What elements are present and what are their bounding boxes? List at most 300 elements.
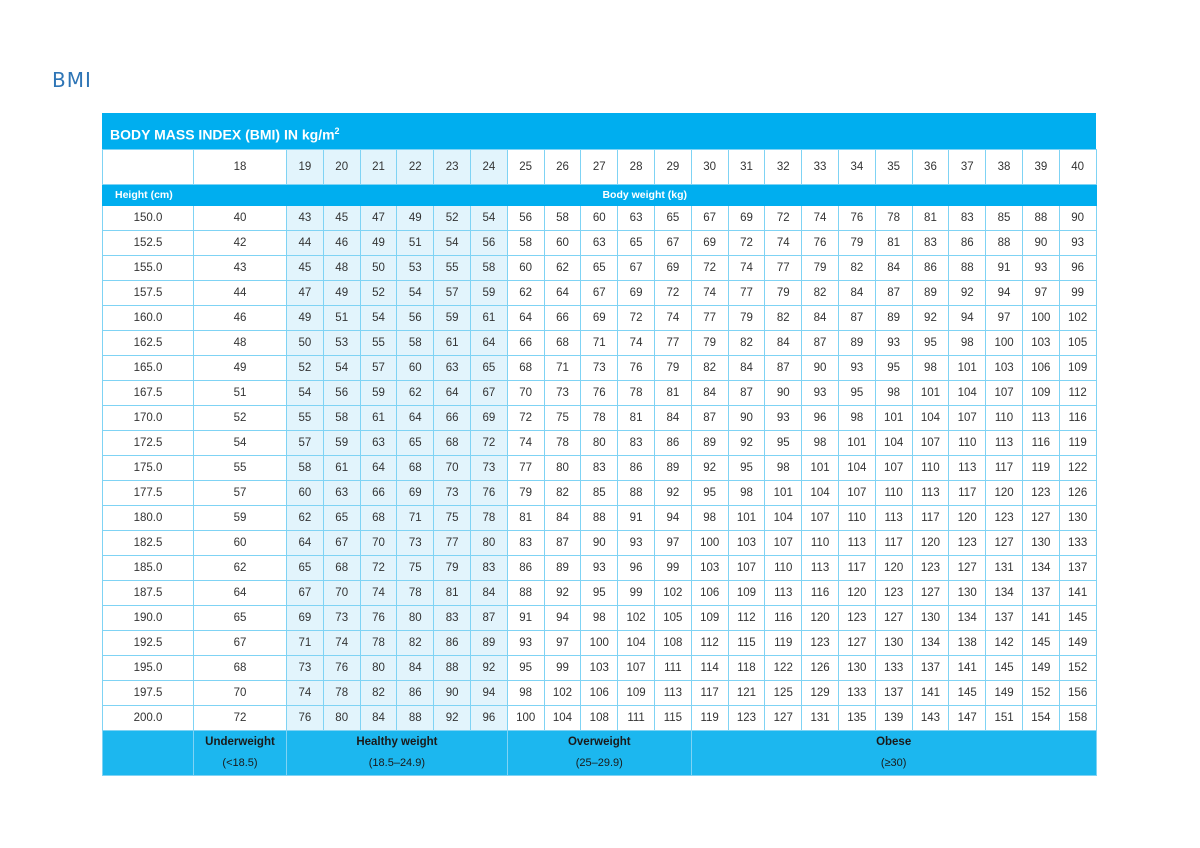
weight-cell: 65 bbox=[194, 606, 287, 631]
weight-cell: 80 bbox=[470, 531, 507, 556]
weight-cell: 67 bbox=[470, 381, 507, 406]
weight-cell: 56 bbox=[397, 306, 434, 331]
weight-cell: 60 bbox=[544, 231, 581, 256]
weight-cell: 92 bbox=[544, 581, 581, 606]
weight-cell: 80 bbox=[397, 606, 434, 631]
weight-cell: 83 bbox=[581, 456, 618, 481]
weight-cell: 69 bbox=[691, 231, 728, 256]
height-cell: 190.0 bbox=[103, 606, 194, 631]
weight-cell: 127 bbox=[1022, 506, 1059, 531]
weight-cell: 110 bbox=[949, 431, 986, 456]
table-row bbox=[103, 606, 1097, 631]
weight-cell: 58 bbox=[544, 206, 581, 231]
weight-cell: 88 bbox=[986, 231, 1023, 256]
weight-cell: 73 bbox=[470, 456, 507, 481]
footer-blank-cell bbox=[103, 731, 194, 776]
weight-cell: 49 bbox=[194, 356, 287, 381]
weight-cell: 110 bbox=[838, 506, 875, 531]
weight-cell: 108 bbox=[654, 631, 691, 656]
weight-cell: 48 bbox=[194, 331, 287, 356]
weight-cell: 98 bbox=[802, 431, 839, 456]
weight-cell: 82 bbox=[691, 356, 728, 381]
weight-cell: 103 bbox=[986, 356, 1023, 381]
weight-cell: 130 bbox=[912, 606, 949, 631]
weight-cell: 64 bbox=[194, 581, 287, 606]
weight-cell: 67 bbox=[323, 531, 360, 556]
weight-cell: 79 bbox=[765, 281, 802, 306]
weight-cell: 68 bbox=[544, 331, 581, 356]
weight-cell: 137 bbox=[875, 681, 912, 706]
weight-cell: 55 bbox=[434, 256, 471, 281]
table-row bbox=[103, 556, 1097, 581]
weight-cell: 131 bbox=[802, 706, 839, 731]
bmi-value-header: 35 bbox=[875, 150, 912, 185]
weight-cell: 72 bbox=[691, 256, 728, 281]
weight-cell: 117 bbox=[949, 481, 986, 506]
weight-cell: 101 bbox=[765, 481, 802, 506]
weight-cell: 49 bbox=[323, 281, 360, 306]
weight-cell: 47 bbox=[360, 206, 397, 231]
weight-cell: 123 bbox=[1022, 481, 1059, 506]
bmi-corner-cell bbox=[103, 150, 194, 185]
weight-cell: 137 bbox=[912, 656, 949, 681]
weight-cell: 88 bbox=[507, 581, 544, 606]
weight-cell: 58 bbox=[323, 406, 360, 431]
weight-cell: 98 bbox=[912, 356, 949, 381]
weight-cell: 72 bbox=[654, 281, 691, 306]
table-row bbox=[103, 481, 1097, 506]
bmi-value-header: 39 bbox=[1022, 150, 1059, 185]
weight-cell: 72 bbox=[728, 231, 765, 256]
weight-cell: 101 bbox=[875, 406, 912, 431]
weight-cell: 81 bbox=[618, 406, 655, 431]
weight-cell: 81 bbox=[912, 206, 949, 231]
weight-cell: 123 bbox=[838, 606, 875, 631]
weight-cell: 142 bbox=[986, 631, 1023, 656]
weight-cell: 72 bbox=[507, 406, 544, 431]
weight-cell: 99 bbox=[654, 556, 691, 581]
weight-cell: 94 bbox=[654, 506, 691, 531]
weight-cell: 94 bbox=[986, 281, 1023, 306]
weight-cell: 69 bbox=[654, 256, 691, 281]
weight-cell: 100 bbox=[691, 531, 728, 556]
weight-cell: 100 bbox=[507, 706, 544, 731]
weight-cell: 145 bbox=[1022, 631, 1059, 656]
weight-cell: 69 bbox=[470, 406, 507, 431]
weight-cell: 96 bbox=[1059, 256, 1096, 281]
weight-cell: 61 bbox=[360, 406, 397, 431]
bmi-value-header: 33 bbox=[802, 150, 839, 185]
weight-cell: 87 bbox=[470, 606, 507, 631]
height-cell: 192.5 bbox=[103, 631, 194, 656]
weight-cell: 89 bbox=[654, 456, 691, 481]
height-cell: 177.5 bbox=[103, 481, 194, 506]
weight-cell: 98 bbox=[875, 381, 912, 406]
weight-cell: 55 bbox=[194, 456, 287, 481]
weight-cell: 98 bbox=[949, 331, 986, 356]
weight-cell: 110 bbox=[802, 531, 839, 556]
weight-cell: 90 bbox=[1059, 206, 1096, 231]
weight-cell: 70 bbox=[323, 581, 360, 606]
weight-cell: 95 bbox=[728, 456, 765, 481]
weight-cell: 123 bbox=[802, 631, 839, 656]
weight-cell: 84 bbox=[470, 581, 507, 606]
weight-cell: 73 bbox=[397, 531, 434, 556]
bmi-value-header: 40 bbox=[1059, 150, 1096, 185]
weight-cell: 130 bbox=[875, 631, 912, 656]
weight-cell: 123 bbox=[728, 706, 765, 731]
weight-cell: 80 bbox=[323, 706, 360, 731]
weight-cell: 92 bbox=[912, 306, 949, 331]
weight-cell: 134 bbox=[949, 606, 986, 631]
weight-cell: 92 bbox=[949, 281, 986, 306]
weight-cell: 112 bbox=[691, 631, 728, 656]
weight-cell: 65 bbox=[397, 431, 434, 456]
weight-cell: 98 bbox=[765, 456, 802, 481]
weight-cell: 49 bbox=[287, 306, 324, 331]
weight-cell: 107 bbox=[949, 406, 986, 431]
weight-cell: 116 bbox=[802, 581, 839, 606]
weight-cell: 152 bbox=[1059, 656, 1096, 681]
weight-cell: 63 bbox=[323, 481, 360, 506]
weight-cell: 127 bbox=[986, 531, 1023, 556]
weight-cell: 87 bbox=[875, 281, 912, 306]
weight-cell: 87 bbox=[838, 306, 875, 331]
weight-cell: 81 bbox=[875, 231, 912, 256]
weight-cell: 117 bbox=[875, 531, 912, 556]
weight-cell: 113 bbox=[838, 531, 875, 556]
weight-cell: 104 bbox=[912, 406, 949, 431]
bmi-table bbox=[102, 149, 1097, 776]
weight-cell: 98 bbox=[838, 406, 875, 431]
bmi-value-header: 25 bbox=[507, 150, 544, 185]
weight-cell: 100 bbox=[581, 631, 618, 656]
bmi-value-header: 31 bbox=[728, 150, 765, 185]
weight-cell: 82 bbox=[838, 256, 875, 281]
weight-cell: 87 bbox=[765, 356, 802, 381]
weight-cell: 76 bbox=[323, 656, 360, 681]
weight-cell: 95 bbox=[507, 656, 544, 681]
weight-cell: 60 bbox=[507, 256, 544, 281]
weight-cell: 113 bbox=[1022, 406, 1059, 431]
weight-cell: 42 bbox=[194, 231, 287, 256]
weight-cell: 76 bbox=[287, 706, 324, 731]
weight-cell: 67 bbox=[618, 256, 655, 281]
weight-cell: 145 bbox=[1059, 606, 1096, 631]
weight-cell: 99 bbox=[1059, 281, 1096, 306]
weight-cell: 107 bbox=[838, 481, 875, 506]
weight-cell: 143 bbox=[912, 706, 949, 731]
weight-cell: 127 bbox=[875, 606, 912, 631]
weight-cell: 74 bbox=[618, 331, 655, 356]
height-cell: 180.0 bbox=[103, 506, 194, 531]
weight-cell: 69 bbox=[397, 481, 434, 506]
weight-cell: 107 bbox=[986, 381, 1023, 406]
height-cell: 175.0 bbox=[103, 456, 194, 481]
weight-cell: 90 bbox=[728, 406, 765, 431]
weight-cell: 51 bbox=[194, 381, 287, 406]
weight-cell: 86 bbox=[434, 631, 471, 656]
category-underweight bbox=[194, 731, 287, 776]
weight-cell: 91 bbox=[986, 256, 1023, 281]
weight-cell: 59 bbox=[323, 431, 360, 456]
weight-cell: 93 bbox=[765, 406, 802, 431]
weight-cell: 43 bbox=[287, 206, 324, 231]
height-cell: 197.5 bbox=[103, 681, 194, 706]
weight-cell: 76 bbox=[581, 381, 618, 406]
weight-cell: 98 bbox=[691, 506, 728, 531]
table-row bbox=[103, 456, 1097, 481]
weight-cell: 94 bbox=[470, 681, 507, 706]
weight-cell: 137 bbox=[1059, 556, 1096, 581]
weight-cell: 48 bbox=[323, 256, 360, 281]
weight-cell: 52 bbox=[434, 206, 471, 231]
weight-cell: 76 bbox=[802, 231, 839, 256]
weight-cell: 96 bbox=[470, 706, 507, 731]
height-cell: 167.5 bbox=[103, 381, 194, 406]
weight-cell: 123 bbox=[912, 556, 949, 581]
weight-cell: 119 bbox=[765, 631, 802, 656]
weight-cell: 51 bbox=[397, 231, 434, 256]
weight-cell: 47 bbox=[287, 281, 324, 306]
weight-cell: 86 bbox=[618, 456, 655, 481]
weight-cell: 76 bbox=[618, 356, 655, 381]
weight-cell: 82 bbox=[765, 306, 802, 331]
weight-cell: 137 bbox=[1022, 581, 1059, 606]
weight-cell: 79 bbox=[838, 231, 875, 256]
weight-cell: 84 bbox=[802, 306, 839, 331]
height-cell: 185.0 bbox=[103, 556, 194, 581]
weight-cell: 105 bbox=[654, 606, 691, 631]
weight-cell: 84 bbox=[838, 281, 875, 306]
weight-cell: 58 bbox=[397, 331, 434, 356]
weight-cell: 97 bbox=[544, 631, 581, 656]
weight-cell: 80 bbox=[360, 656, 397, 681]
weight-cell: 120 bbox=[802, 606, 839, 631]
weight-cell: 86 bbox=[397, 681, 434, 706]
weight-cell: 97 bbox=[654, 531, 691, 556]
weight-cell: 51 bbox=[323, 306, 360, 331]
weight-cell: 113 bbox=[654, 681, 691, 706]
weight-cell: 73 bbox=[434, 481, 471, 506]
weight-cell: 52 bbox=[194, 406, 287, 431]
bmi-value-row bbox=[103, 150, 1097, 185]
weight-cell: 72 bbox=[618, 306, 655, 331]
height-cell: 170.0 bbox=[103, 406, 194, 431]
weight-cell: 70 bbox=[194, 681, 287, 706]
weight-cell: 69 bbox=[287, 606, 324, 631]
weight-cell: 56 bbox=[470, 231, 507, 256]
weight-cell: 71 bbox=[397, 506, 434, 531]
weight-cell: 113 bbox=[802, 556, 839, 581]
weight-cell: 56 bbox=[507, 206, 544, 231]
weight-cell: 103 bbox=[1022, 331, 1059, 356]
weight-cell: 123 bbox=[949, 531, 986, 556]
table-row bbox=[103, 531, 1097, 556]
weight-cell: 100 bbox=[1022, 306, 1059, 331]
weight-cell: 57 bbox=[360, 356, 397, 381]
table-row bbox=[103, 581, 1097, 606]
table-row bbox=[103, 231, 1097, 256]
weight-cell: 67 bbox=[194, 631, 287, 656]
weight-cell: 78 bbox=[581, 406, 618, 431]
table-row bbox=[103, 381, 1097, 406]
weight-cell: 84 bbox=[654, 406, 691, 431]
table-row bbox=[103, 306, 1097, 331]
weight-cell: 122 bbox=[765, 656, 802, 681]
weight-cell: 77 bbox=[434, 531, 471, 556]
weight-cell: 104 bbox=[765, 506, 802, 531]
weight-cell: 50 bbox=[287, 331, 324, 356]
weight-cell: 149 bbox=[986, 681, 1023, 706]
weight-cell: 84 bbox=[691, 381, 728, 406]
weight-cell: 86 bbox=[507, 556, 544, 581]
weight-cell: 123 bbox=[875, 581, 912, 606]
height-cell: 172.5 bbox=[103, 431, 194, 456]
weight-cell: 147 bbox=[949, 706, 986, 731]
weight-cell: 120 bbox=[875, 556, 912, 581]
weight-cell: 59 bbox=[434, 306, 471, 331]
weight-cell: 84 bbox=[544, 506, 581, 531]
weight-cell: 40 bbox=[194, 206, 287, 231]
weight-cell: 73 bbox=[581, 356, 618, 381]
weight-cell: 89 bbox=[544, 556, 581, 581]
weight-cell: 62 bbox=[287, 506, 324, 531]
weight-cell: 60 bbox=[397, 356, 434, 381]
bmi-value-header: 30 bbox=[691, 150, 728, 185]
weight-cell: 64 bbox=[507, 306, 544, 331]
weight-cell: 59 bbox=[194, 506, 287, 531]
weight-cell: 152 bbox=[1022, 681, 1059, 706]
weight-cell: 120 bbox=[838, 581, 875, 606]
weight-cell: 89 bbox=[875, 306, 912, 331]
weight-cell: 93 bbox=[507, 631, 544, 656]
weight-cell: 87 bbox=[691, 406, 728, 431]
weight-cell: 78 bbox=[875, 206, 912, 231]
bmi-value-header: 36 bbox=[912, 150, 949, 185]
weight-cell: 129 bbox=[802, 681, 839, 706]
weight-cell: 71 bbox=[544, 356, 581, 381]
category-obese bbox=[691, 731, 1096, 776]
weight-cell: 134 bbox=[912, 631, 949, 656]
weight-cell: 141 bbox=[1059, 581, 1096, 606]
category-range: (18.5–24.9) bbox=[368, 757, 426, 769]
bmi-value-header: 37 bbox=[949, 150, 986, 185]
weight-cell: 98 bbox=[581, 606, 618, 631]
category-name: Underweight bbox=[205, 736, 275, 748]
weight-cell: 112 bbox=[1059, 381, 1096, 406]
weight-cell: 69 bbox=[618, 281, 655, 306]
weight-cell: 134 bbox=[986, 581, 1023, 606]
weight-cell: 92 bbox=[470, 656, 507, 681]
weight-cell: 99 bbox=[544, 656, 581, 681]
weight-cell: 110 bbox=[765, 556, 802, 581]
bmi-value-header: 20 bbox=[323, 150, 360, 185]
weight-cell: 101 bbox=[728, 506, 765, 531]
category-name: Obese bbox=[876, 736, 912, 748]
weight-cell: 46 bbox=[194, 306, 287, 331]
weight-cell: 104 bbox=[618, 631, 655, 656]
weight-cell: 120 bbox=[912, 531, 949, 556]
category-name: Healthy weight bbox=[356, 736, 438, 748]
weight-cell: 67 bbox=[654, 231, 691, 256]
weight-cell: 57 bbox=[194, 481, 287, 506]
weight-cell: 78 bbox=[544, 431, 581, 456]
weight-cell: 106 bbox=[691, 581, 728, 606]
body-weight-label: Body weight (kg) bbox=[194, 185, 1097, 206]
weight-cell: 62 bbox=[507, 281, 544, 306]
weight-cell: 60 bbox=[581, 206, 618, 231]
weight-cell: 98 bbox=[507, 681, 544, 706]
weight-cell: 64 bbox=[287, 531, 324, 556]
weight-cell: 61 bbox=[470, 306, 507, 331]
weight-cell: 110 bbox=[912, 456, 949, 481]
weight-cell: 66 bbox=[434, 406, 471, 431]
weight-cell: 62 bbox=[397, 381, 434, 406]
weight-cell: 103 bbox=[581, 656, 618, 681]
weight-cell: 84 bbox=[397, 656, 434, 681]
weight-cell: 83 bbox=[470, 556, 507, 581]
table-row bbox=[103, 681, 1097, 706]
weight-cell: 77 bbox=[728, 281, 765, 306]
weight-cell: 85 bbox=[581, 481, 618, 506]
weight-cell: 77 bbox=[654, 331, 691, 356]
weight-cell: 104 bbox=[544, 706, 581, 731]
weight-cell: 55 bbox=[287, 406, 324, 431]
weight-cell: 76 bbox=[838, 206, 875, 231]
weight-cell: 100 bbox=[986, 331, 1023, 356]
weight-cell: 94 bbox=[544, 606, 581, 631]
height-cell: 162.5 bbox=[103, 331, 194, 356]
weight-cell: 96 bbox=[802, 406, 839, 431]
weight-cell: 79 bbox=[691, 331, 728, 356]
weight-cell: 77 bbox=[765, 256, 802, 281]
weight-cell: 83 bbox=[618, 431, 655, 456]
table-row bbox=[103, 506, 1097, 531]
weight-cell: 68 bbox=[323, 556, 360, 581]
bmi-value-header: 38 bbox=[986, 150, 1023, 185]
weight-cell: 66 bbox=[507, 331, 544, 356]
weight-cell: 46 bbox=[323, 231, 360, 256]
weight-cell: 88 bbox=[1022, 206, 1059, 231]
weight-cell: 125 bbox=[765, 681, 802, 706]
table-row bbox=[103, 206, 1097, 231]
weight-cell: 73 bbox=[323, 606, 360, 631]
weight-cell: 89 bbox=[470, 631, 507, 656]
weight-cell: 84 bbox=[875, 256, 912, 281]
weight-cell: 82 bbox=[544, 481, 581, 506]
height-cell: 155.0 bbox=[103, 256, 194, 281]
weight-cell: 88 bbox=[949, 256, 986, 281]
weight-cell: 49 bbox=[397, 206, 434, 231]
weight-cell: 80 bbox=[544, 456, 581, 481]
weight-cell: 75 bbox=[397, 556, 434, 581]
bmi-value-header: 32 bbox=[765, 150, 802, 185]
height-cell: 187.5 bbox=[103, 581, 194, 606]
weight-cell: 110 bbox=[986, 406, 1023, 431]
weight-cell: 78 bbox=[470, 506, 507, 531]
category-overweight bbox=[507, 731, 691, 776]
weight-cell: 98 bbox=[728, 481, 765, 506]
weight-cell: 84 bbox=[765, 331, 802, 356]
weight-cell: 74 bbox=[728, 256, 765, 281]
weight-cell: 64 bbox=[434, 381, 471, 406]
weight-cell: 71 bbox=[287, 631, 324, 656]
weight-cell: 115 bbox=[728, 631, 765, 656]
weight-cell: 154 bbox=[1022, 706, 1059, 731]
table-row bbox=[103, 656, 1097, 681]
weight-cell: 82 bbox=[360, 681, 397, 706]
